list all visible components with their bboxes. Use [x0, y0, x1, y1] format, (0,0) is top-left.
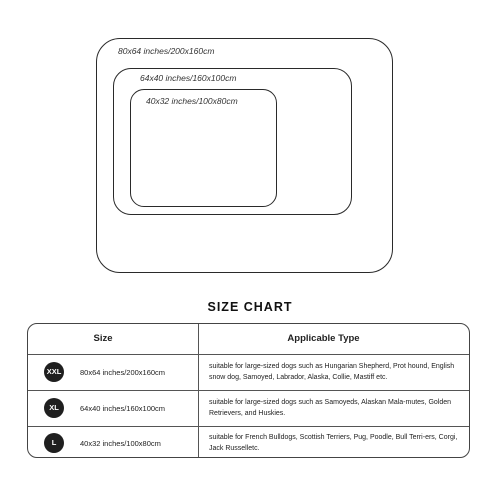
- size-value: 64x40 inches/160x100cm: [80, 404, 166, 413]
- table-row: [28, 390, 469, 427]
- table-header: [28, 324, 469, 355]
- size-badge: L: [44, 433, 64, 453]
- size-badge: XL: [44, 398, 64, 418]
- size-value: 80x64 inches/200x160cm: [80, 368, 166, 377]
- size-chart-title: SIZE CHART: [207, 300, 293, 314]
- header-applicable-type: Applicable Type: [287, 333, 360, 344]
- size-value: 40x32 inches/100x80cm: [80, 439, 161, 448]
- applicable-type-text: suitable for French Bulldogs, Scottish Terriers, Pug, Poodle, Bull Terri-ers, Corgi, Jack Russelletc.: [209, 434, 458, 452]
- size-badge: XXL: [44, 362, 64, 382]
- outline-l: [130, 89, 277, 207]
- table-row: [28, 354, 469, 390]
- applicable-type-text: suitable for large-sized dogs such as Samoyeds, Alaskan Mala-mutes, Golden Retrievers, and Huskies.: [209, 399, 452, 417]
- table-row: [28, 426, 469, 458]
- dimension-label-xl: 64x40 inches/160x100cm: [140, 73, 237, 83]
- applicable-type-text: suitable for large-sized dogs such as Hungarian Shepherd, Prot hound, English snow dog, Samoyed, Labrador, Alaska, Collie, Mastiff etc.: [209, 363, 455, 381]
- size-table: [27, 323, 470, 458]
- dimension-label-l: 40x32 inches/100x80cm: [146, 96, 238, 106]
- header-size: Size: [93, 333, 113, 344]
- dimension-label-xxl: 80x64 inches/200x160cm: [118, 46, 215, 56]
